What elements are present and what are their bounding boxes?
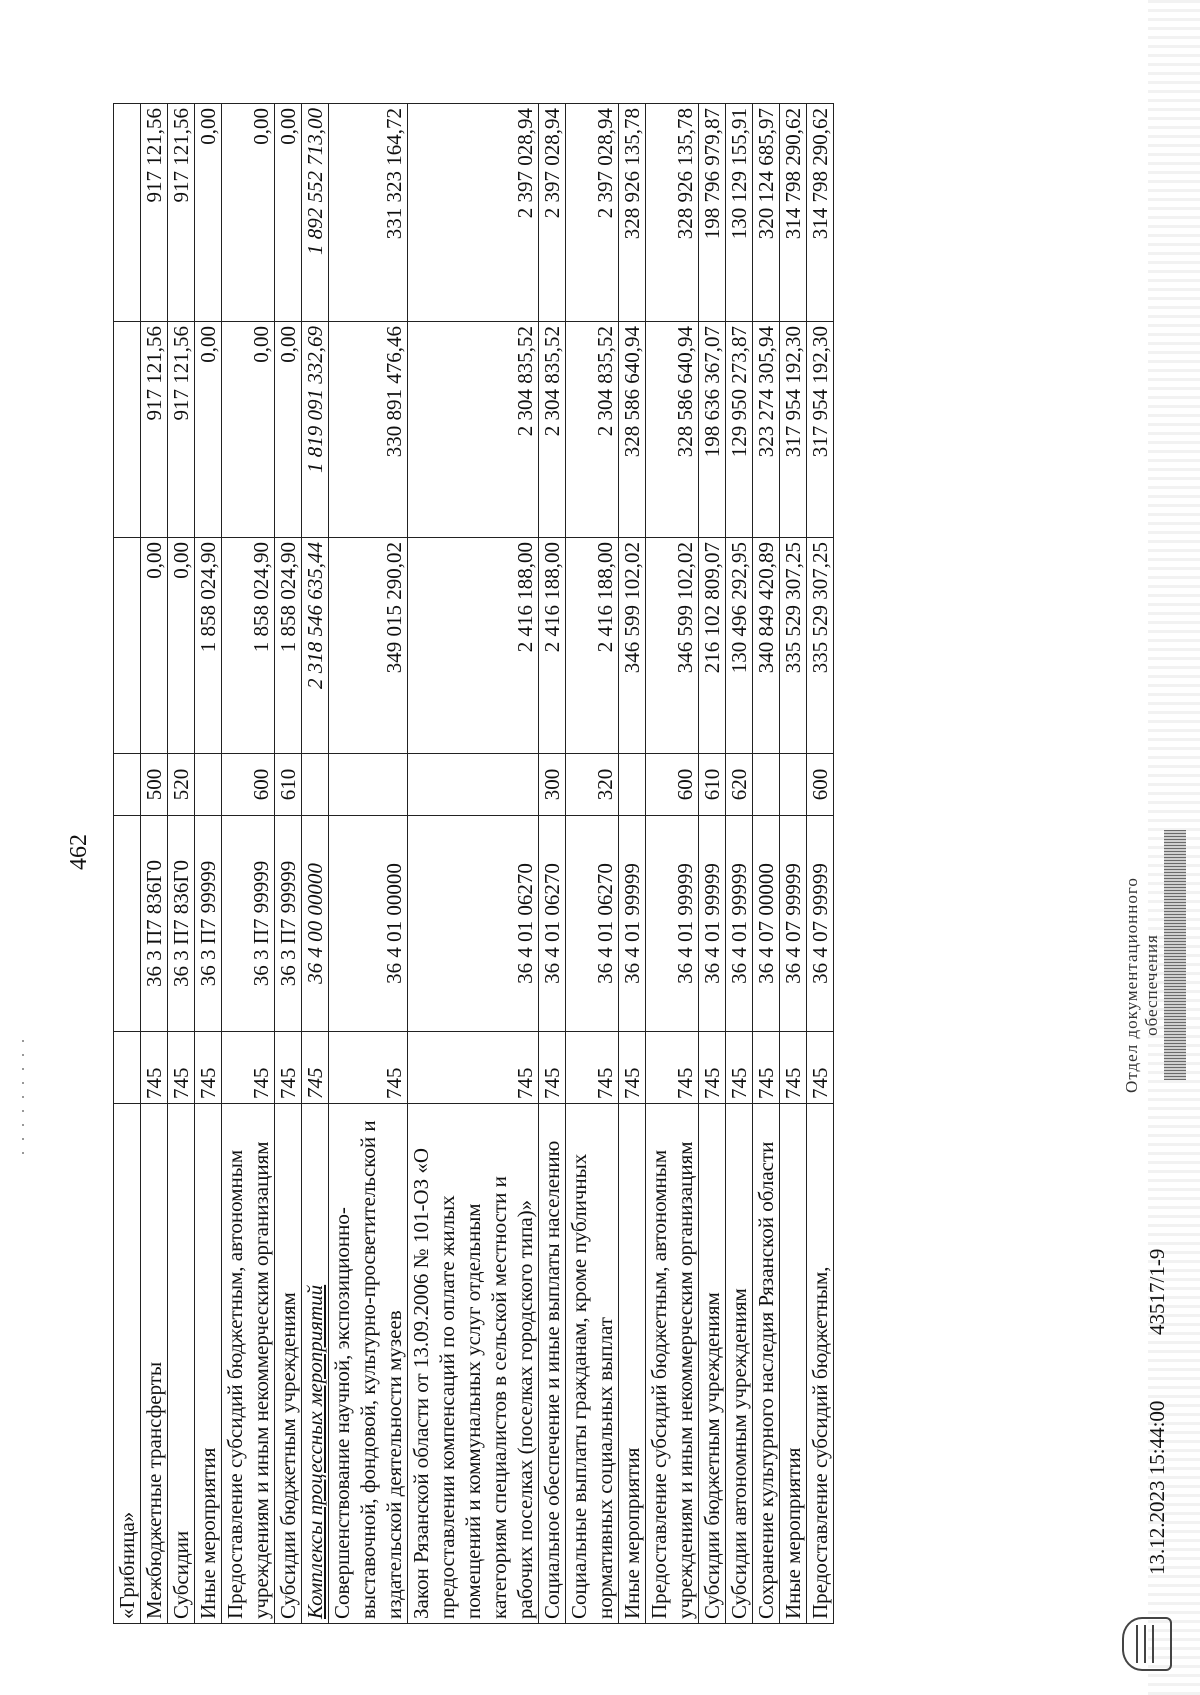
row-target-article: 36 4 01 99999 (619, 816, 646, 1032)
row-amount-2026: 130 129 155,91 (726, 104, 753, 322)
row-amount-2024: 335 529 307,25 (807, 538, 834, 754)
row-target-article: 36 4 07 00000 (753, 816, 780, 1032)
row-name: Предоставление субсидий бюджетным, (807, 1104, 834, 1624)
row-amount-2025: 2 304 835,52 (566, 322, 619, 538)
row-expense-type (408, 754, 539, 816)
table-row (275, 104, 302, 1624)
table-row (114, 104, 141, 1624)
row-name: Закон Рязанской области от 13.09.2006 № 101-ОЗ «О предоставлении компенсаций по оплате жилых помещений и коммунальных услуг отдельным категориям специалистов в сельской местности и рабочих поселках (поселках городского типа)» (408, 1104, 539, 1624)
row-amount-2026: 0,00 (275, 104, 302, 322)
row-amount-2025: 317 954 192,30 (807, 322, 834, 538)
row-amount-2026: 2 397 028,94 (539, 104, 566, 322)
row-amount-2024: 216 102 809,07 (699, 538, 726, 754)
row-department-code: 745 (141, 1032, 168, 1104)
row-expense-type: 610 (275, 754, 302, 816)
row-expense-type: 600 (222, 754, 275, 816)
row-expense-type (195, 754, 222, 816)
row-amount-2026: 0,00 (222, 104, 275, 322)
row-name: Межбюджетные трансферты (141, 1104, 168, 1624)
duma-emblem-icon (1122, 1617, 1172, 1671)
row-name: Социальные выплаты гражданам, кроме публичных нормативных социальных выплат (566, 1104, 619, 1624)
row-amount-2024: 2 416 188,00 (539, 538, 566, 754)
row-target-article: 36 4 01 06270 (539, 816, 566, 1032)
budget-table (113, 103, 834, 1624)
row-name: Предоставление субсидий бюджетным, автономным учреждениям и иным некоммерческим организациям (222, 1104, 275, 1624)
row-target-article: 36 3 П7 99999 (222, 816, 275, 1032)
row-amount-2026: 314 798 290,62 (780, 104, 807, 322)
row-expense-type: 300 (539, 754, 566, 816)
row-amount-2026 (114, 104, 141, 322)
footer-date: 13.12.2023 15:44:00 (1145, 1400, 1169, 1575)
table-row (408, 104, 539, 1624)
row-amount-2026: 1 892 552 713,00 (302, 104, 329, 322)
table-row (195, 104, 222, 1624)
row-name-text: Комплексы процессных мероприятий (303, 1284, 327, 1619)
row-target-article: 36 4 01 99999 (726, 816, 753, 1032)
row-target-article: 36 4 01 06270 (408, 816, 539, 1032)
row-amount-2024: 346 599 102,02 (619, 538, 646, 754)
row-amount-2026: 198 796 979,87 (699, 104, 726, 322)
table-row (726, 104, 753, 1624)
row-amount-2024: 2 416 188,00 (408, 538, 539, 754)
row-name: Сохранение культурного наследия Рязанской области (753, 1104, 780, 1624)
row-department-code: 745 (566, 1032, 619, 1104)
row-expense-type: 620 (726, 754, 753, 816)
row-name: Предоставление субсидий бюджетным, автономным учреждениям и иным некоммерческим организациям (646, 1104, 699, 1624)
row-amount-2026: 328 926 135,78 (646, 104, 699, 322)
row-amount-2025: 2 304 835,52 (408, 322, 539, 538)
row-target-article: 36 4 01 06270 (566, 816, 619, 1032)
row-amount-2026: 2 397 028,94 (566, 104, 619, 322)
row-amount-2026: 320 124 685,97 (753, 104, 780, 322)
row-target-article: 36 4 01 99999 (646, 816, 699, 1032)
row-amount-2025: 328 586 640,94 (619, 322, 646, 538)
row-amount-2025: 323 274 305,94 (753, 322, 780, 538)
row-amount-2025: 330 891 476,46 (329, 322, 408, 538)
row-department-code: 745 (780, 1032, 807, 1104)
row-department-code: 745 (302, 1032, 329, 1104)
budget-table-body (114, 104, 834, 1624)
row-amount-2025: 328 586 640,94 (646, 322, 699, 538)
row-department-code: 745 (195, 1032, 222, 1104)
row-target-article: 36 4 01 99999 (699, 816, 726, 1032)
row-amount-2025 (114, 322, 141, 538)
footer-department-line2: обеспечения (1142, 934, 1161, 1036)
row-amount-2025: 917 121,56 (141, 322, 168, 538)
row-expense-type (329, 754, 408, 816)
row-amount-2024: 1 858 024,90 (222, 538, 275, 754)
row-amount-2026: 917 121,56 (141, 104, 168, 322)
row-target-article: 36 4 07 99999 (807, 816, 834, 1032)
table-row (780, 104, 807, 1624)
footer-code: 43517/1-9 (1145, 1248, 1169, 1335)
row-amount-2024: 335 529 307,25 (780, 538, 807, 754)
table-row (168, 104, 195, 1624)
row-name (302, 1104, 329, 1624)
row-expense-type: 600 (646, 754, 699, 816)
row-expense-type: 600 (807, 754, 834, 816)
row-amount-2026: 328 926 135,78 (619, 104, 646, 322)
row-amount-2024: 346 599 102,02 (646, 538, 699, 754)
row-department-code: 745 (753, 1032, 780, 1104)
row-name: Совершенствование научной, экспозиционно-выставочной, фондовой, культурно-просветительской и издательской деятельности музеев (329, 1104, 408, 1624)
row-expense-type (114, 754, 141, 816)
table-row (699, 104, 726, 1624)
row-target-article: 36 3 П7 836Г0 (141, 816, 168, 1032)
row-name: Иные мероприятия (780, 1104, 807, 1624)
row-expense-type: 500 (141, 754, 168, 816)
row-amount-2025: 0,00 (222, 322, 275, 538)
row-amount-2025: 0,00 (195, 322, 222, 538)
row-expense-type: 320 (566, 754, 619, 816)
row-amount-2024: 2 416 188,00 (566, 538, 619, 754)
row-amount-2026: 917 121,56 (168, 104, 195, 322)
table-row (141, 104, 168, 1624)
row-amount-2025: 917 121,56 (168, 322, 195, 538)
row-target-article: 36 3 П7 99999 (195, 816, 222, 1032)
row-department-code: 745 (408, 1032, 539, 1104)
row-expense-type (753, 754, 780, 816)
row-amount-2024: 0,00 (141, 538, 168, 754)
table-row (222, 104, 275, 1624)
row-expense-type (619, 754, 646, 816)
row-amount-2024 (114, 538, 141, 754)
row-amount-2025: 317 954 192,30 (780, 322, 807, 538)
row-amount-2026: 2 397 028,94 (408, 104, 539, 322)
row-name: Иные мероприятия (195, 1104, 222, 1624)
row-target-article: 36 4 01 00000 (329, 816, 408, 1032)
row-amount-2025: 198 636 367,07 (699, 322, 726, 538)
table-row (619, 104, 646, 1624)
row-amount-2026: 331 323 164,72 (329, 104, 408, 322)
row-target-article: 36 4 07 99999 (780, 816, 807, 1032)
row-amount-2024: 2 318 546 635,44 (302, 538, 329, 754)
row-amount-2025: 129 950 273,87 (726, 322, 753, 538)
row-target-article: 36 3 П7 99999 (275, 816, 302, 1032)
row-department-code: 745 (646, 1032, 699, 1104)
footer-department-line1: Отдел документационного (1122, 877, 1141, 1093)
page-number: 462 (66, 834, 92, 870)
row-name: Иные мероприятия (619, 1104, 646, 1624)
row-department-code: 745 (807, 1032, 834, 1104)
row-amount-2024: 349 015 290,02 (329, 538, 408, 754)
row-department-code (114, 1032, 141, 1104)
row-department-code: 745 (699, 1032, 726, 1104)
table-row (753, 104, 780, 1624)
row-department-code: 745 (329, 1032, 408, 1104)
row-department-code: 745 (222, 1032, 275, 1104)
row-name: Субсидии (168, 1104, 195, 1624)
row-amount-2026: 0,00 (195, 104, 222, 322)
row-name: Социальное обеспечение и иные выплаты населению (539, 1104, 566, 1624)
table-row (807, 104, 834, 1624)
table-row (646, 104, 699, 1624)
row-amount-2024: 130 496 292,95 (726, 538, 753, 754)
row-name: Субсидии бюджетным учреждениям (699, 1104, 726, 1624)
row-amount-2026: 314 798 290,62 (807, 104, 834, 322)
row-target-article: 36 4 00 00000 (302, 816, 329, 1032)
row-amount-2025: 2 304 835,52 (539, 322, 566, 538)
row-target-article: 36 3 П7 836Г0 (168, 816, 195, 1032)
table-row (302, 104, 329, 1624)
table-row (539, 104, 566, 1624)
row-department-code: 745 (619, 1032, 646, 1104)
row-name: Субсидии бюджетным учреждениям (275, 1104, 302, 1624)
row-expense-type (302, 754, 329, 816)
row-department-code: 745 (275, 1032, 302, 1104)
footer-department-stamp (1122, 835, 1162, 1135)
row-department-code: 745 (168, 1032, 195, 1104)
row-expense-type: 610 (699, 754, 726, 816)
row-name: «Грибница» (114, 1104, 141, 1624)
row-department-code: 745 (539, 1032, 566, 1104)
row-department-code: 745 (726, 1032, 753, 1104)
row-amount-2024: 1 858 024,90 (195, 538, 222, 754)
row-name: Субсидии автономным учреждениям (726, 1104, 753, 1624)
row-amount-2025: 0,00 (275, 322, 302, 538)
row-amount-2025: 1 819 091 332,69 (302, 322, 329, 538)
row-expense-type (780, 754, 807, 816)
row-expense-type: 520 (168, 754, 195, 816)
table-row (329, 104, 408, 1624)
row-amount-2024: 1 858 024,90 (275, 538, 302, 754)
row-amount-2024: 340 849 420,89 (753, 538, 780, 754)
table-row (566, 104, 619, 1624)
row-target-article (114, 816, 141, 1032)
row-amount-2024: 0,00 (168, 538, 195, 754)
